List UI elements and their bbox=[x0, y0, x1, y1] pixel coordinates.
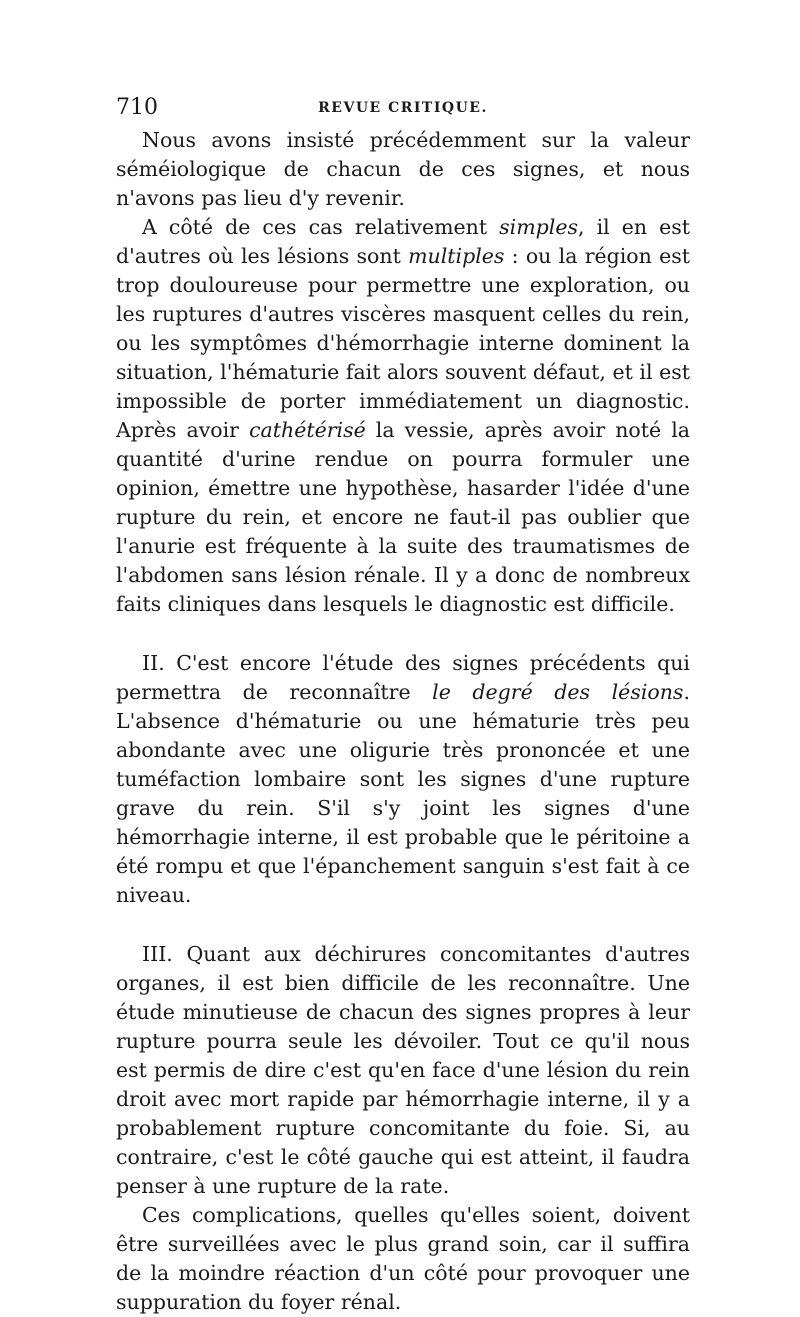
paragraph-2-italic-simples: simples bbox=[499, 215, 578, 239]
paragraph-2-text-1: A côté de ces cas relativement bbox=[142, 215, 500, 239]
paragraph-2-text-4: la vessie, après avoir noté la quantité d'urine rendue on pourra formuler une opinion, émettre une hypothèse, hasarder l'idée d'une rupture du rein, et encore ne faut-il pas oublier que l'anurie est fréquente à la suite des traumatismes de l'abdomen sans lésion rénale. Il y a donc de nombreux faits cliniques dans lesquels le diagnostic est difficile. bbox=[116, 418, 690, 616]
paragraph-3-text-2: . L'absence d'hématurie ou une hématurie très peu abondante avec une oligurie très prononcée et une tuméfaction lombaire sont les signes d'une rupture grave du rein. S'il s'y joint les signes d'une hémorrhagie interne, il est probable que le péritoine a été rompu et que l'épanchement sanguin s'est fait à ce niveau. bbox=[116, 680, 690, 907]
paragraph-2-text-2: , il en est d'autres où les lésions sont bbox=[116, 215, 691, 268]
paragraph-4: III. Quant aux déchirures concomitantes d'autres organes, il est bien difficile de les reconnaître. Une étude minutieuse de chacun des signes propres à leur rupture pourra seule les dévoiler. Tout ce qu'il nous est permis de dire c'est qu'en face d'une lésion du rein droit avec mort rapide par hémorrhagie interne, il y a probablement rupture concomitante du foie. Si, au contraire, c'est le côté gauche qui est atteint, il faudra penser à une rupture de la rate. bbox=[116, 942, 690, 1198]
page-number: 710 bbox=[116, 95, 158, 120]
paragraph-3 bbox=[116, 649, 690, 910]
paragraph-1: Nous avons insisté précédemment sur la valeur séméiologique de chacun de ces signes, et nous n'avons pas lieu d'y revenir. bbox=[116, 128, 690, 210]
paragraph-2-text-3: : ou la région est trop douloureuse pour permettre une exploration, ou les ruptures d'autres viscères masquent celles du rein, ou les symptômes d'hémorrhagie interne dominent la situation, l'hématurie fait alors souvent défaut, et il est impossible de porter immédiatement un diagnostic. Après avoir bbox=[116, 244, 690, 442]
page-header bbox=[116, 93, 690, 123]
body-text bbox=[116, 126, 690, 1317]
paragraph-2-italic-catheterise: cathétérisé bbox=[249, 418, 366, 442]
paragraph-5: Ces complications, quelles qu'elles soient, doivent être surveillées avec le plus grand soin, car il suffira de la moindre réaction d'un côté pour provoquer une suppuration du foyer rénal. bbox=[116, 1203, 690, 1314]
running-title: REVUE CRITIQUE. bbox=[318, 100, 488, 116]
paragraph-3-text-1: II. C'est encore l'étude des signes précédents qui permettra de reconnaître bbox=[116, 651, 690, 704]
paragraph-2-italic-multiples: multiples bbox=[408, 244, 505, 268]
paragraph-2 bbox=[116, 213, 690, 619]
paragraph-3-italic-degre: le degré des lésions bbox=[432, 680, 684, 704]
